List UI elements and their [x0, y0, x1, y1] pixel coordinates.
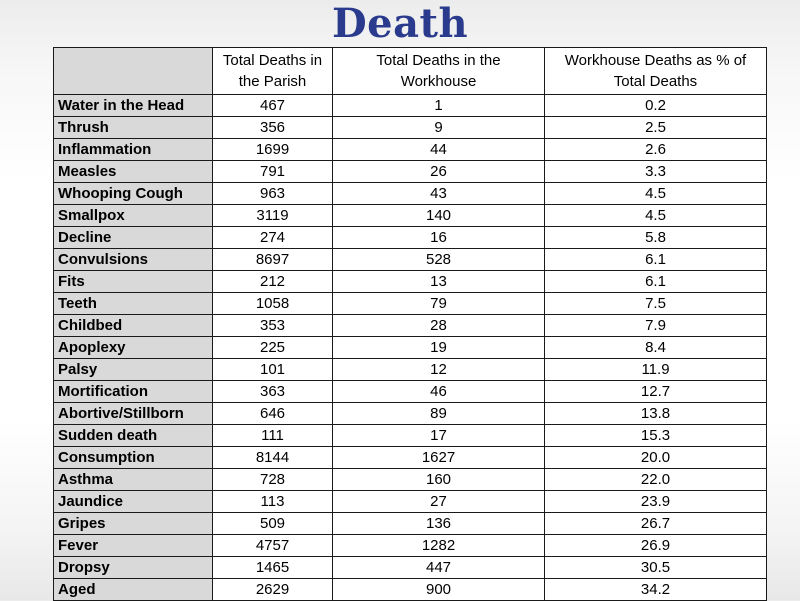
workhouse-deaths-cell: 19 [333, 337, 545, 359]
header-total-deaths-parish: Total Deaths in the Parish [213, 48, 333, 95]
workhouse-deaths-cell: 160 [333, 469, 545, 491]
workhouse-deaths-cell: 447 [333, 557, 545, 579]
workhouse-deaths-cell: 900 [333, 579, 545, 601]
percent-cell: 3.3 [545, 161, 767, 183]
parish-deaths-cell: 113 [213, 491, 333, 513]
workhouse-deaths-cell: 12 [333, 359, 545, 381]
table-row [54, 425, 767, 447]
table-row [54, 513, 767, 535]
table-row [54, 117, 767, 139]
table-row [54, 95, 767, 117]
cause-cell: Fever [54, 535, 213, 557]
deaths-table-container [53, 47, 766, 601]
workhouse-deaths-cell: 27 [333, 491, 545, 513]
header-row [54, 48, 767, 95]
workhouse-deaths-cell: 528 [333, 249, 545, 271]
parish-deaths-cell: 212 [213, 271, 333, 293]
parish-deaths-cell: 274 [213, 227, 333, 249]
percent-cell: 2.6 [545, 139, 767, 161]
percent-cell: 23.9 [545, 491, 767, 513]
table-row [54, 535, 767, 557]
percent-cell: 7.9 [545, 315, 767, 337]
workhouse-deaths-cell: 140 [333, 205, 545, 227]
workhouse-deaths-cell: 46 [333, 381, 545, 403]
percent-cell: 22.0 [545, 469, 767, 491]
percent-cell: 0.2 [545, 95, 767, 117]
cause-cell: Gripes [54, 513, 213, 535]
percent-cell: 5.8 [545, 227, 767, 249]
table-row [54, 293, 767, 315]
parish-deaths-cell: 791 [213, 161, 333, 183]
workhouse-deaths-cell: 28 [333, 315, 545, 337]
workhouse-deaths-cell: 9 [333, 117, 545, 139]
workhouse-deaths-cell: 136 [333, 513, 545, 535]
header-total-deaths-workhouse: Total Deaths in the Workhouse [333, 48, 545, 95]
parish-deaths-cell: 101 [213, 359, 333, 381]
percent-cell: 2.5 [545, 117, 767, 139]
percent-cell: 4.5 [545, 205, 767, 227]
workhouse-deaths-cell: 44 [333, 139, 545, 161]
cause-cell: Teeth [54, 293, 213, 315]
table-row [54, 579, 767, 601]
parish-deaths-cell: 1465 [213, 557, 333, 579]
cause-cell: Decline [54, 227, 213, 249]
percent-cell: 7.5 [545, 293, 767, 315]
workhouse-deaths-cell: 43 [333, 183, 545, 205]
table-row [54, 183, 767, 205]
table-row [54, 249, 767, 271]
table-row [54, 491, 767, 513]
cause-cell: Fits [54, 271, 213, 293]
percent-cell: 34.2 [545, 579, 767, 601]
deaths-table [53, 47, 767, 601]
table-row [54, 271, 767, 293]
slide-title: Death [331, 0, 469, 47]
header-workhouse-percent: Workhouse Deaths as % of Total Deaths [545, 48, 767, 95]
cause-cell: Childbed [54, 315, 213, 337]
cause-cell: Apoplexy [54, 337, 213, 359]
cause-cell: Whooping Cough [54, 183, 213, 205]
table-row [54, 205, 767, 227]
percent-cell: 26.9 [545, 535, 767, 557]
workhouse-deaths-cell: 1282 [333, 535, 545, 557]
table-row [54, 381, 767, 403]
parish-deaths-cell: 8697 [213, 249, 333, 271]
cause-cell: Convulsions [54, 249, 213, 271]
workhouse-deaths-cell: 26 [333, 161, 545, 183]
table-row [54, 359, 767, 381]
workhouse-deaths-cell: 16 [333, 227, 545, 249]
table-row [54, 403, 767, 425]
cause-cell: Jaundice [54, 491, 213, 513]
table-row [54, 161, 767, 183]
table-body [54, 95, 767, 601]
cause-cell: Smallpox [54, 205, 213, 227]
cause-cell: Water in the Head [54, 95, 213, 117]
cause-cell: Inflammation [54, 139, 213, 161]
workhouse-deaths-cell: 1 [333, 95, 545, 117]
percent-cell: 30.5 [545, 557, 767, 579]
workhouse-deaths-cell: 79 [333, 293, 545, 315]
header-corner-cell [54, 48, 213, 95]
percent-cell: 4.5 [545, 183, 767, 205]
parish-deaths-cell: 2629 [213, 579, 333, 601]
cause-cell: Palsy [54, 359, 213, 381]
workhouse-deaths-cell: 89 [333, 403, 545, 425]
parish-deaths-cell: 467 [213, 95, 333, 117]
table-row [54, 447, 767, 469]
parish-deaths-cell: 1699 [213, 139, 333, 161]
percent-cell: 20.0 [545, 447, 767, 469]
parish-deaths-cell: 111 [213, 425, 333, 447]
percent-cell: 8.4 [545, 337, 767, 359]
parish-deaths-cell: 8144 [213, 447, 333, 469]
percent-cell: 12.7 [545, 381, 767, 403]
percent-cell: 6.1 [545, 271, 767, 293]
cause-cell: Sudden death [54, 425, 213, 447]
workhouse-deaths-cell: 13 [333, 271, 545, 293]
parish-deaths-cell: 963 [213, 183, 333, 205]
percent-cell: 15.3 [545, 425, 767, 447]
percent-cell: 13.8 [545, 403, 767, 425]
parish-deaths-cell: 1058 [213, 293, 333, 315]
parish-deaths-cell: 356 [213, 117, 333, 139]
workhouse-deaths-cell: 1627 [333, 447, 545, 469]
cause-cell: Abortive/Stillborn [54, 403, 213, 425]
parish-deaths-cell: 3119 [213, 205, 333, 227]
cause-cell: Thrush [54, 117, 213, 139]
cause-cell: Consumption [54, 447, 213, 469]
table-row [54, 337, 767, 359]
percent-cell: 11.9 [545, 359, 767, 381]
table-row [54, 557, 767, 579]
parish-deaths-cell: 363 [213, 381, 333, 403]
cause-cell: Dropsy [54, 557, 213, 579]
percent-cell: 26.7 [545, 513, 767, 535]
parish-deaths-cell: 646 [213, 403, 333, 425]
parish-deaths-cell: 509 [213, 513, 333, 535]
parish-deaths-cell: 225 [213, 337, 333, 359]
cause-cell: Measles [54, 161, 213, 183]
parish-deaths-cell: 728 [213, 469, 333, 491]
table-row [54, 315, 767, 337]
parish-deaths-cell: 353 [213, 315, 333, 337]
table-row [54, 139, 767, 161]
cause-cell: Aged [54, 579, 213, 601]
table-row [54, 227, 767, 249]
workhouse-deaths-cell: 17 [333, 425, 545, 447]
table-row [54, 469, 767, 491]
percent-cell: 6.1 [545, 249, 767, 271]
cause-cell: Mortification [54, 381, 213, 403]
cause-cell: Asthma [54, 469, 213, 491]
parish-deaths-cell: 4757 [213, 535, 333, 557]
